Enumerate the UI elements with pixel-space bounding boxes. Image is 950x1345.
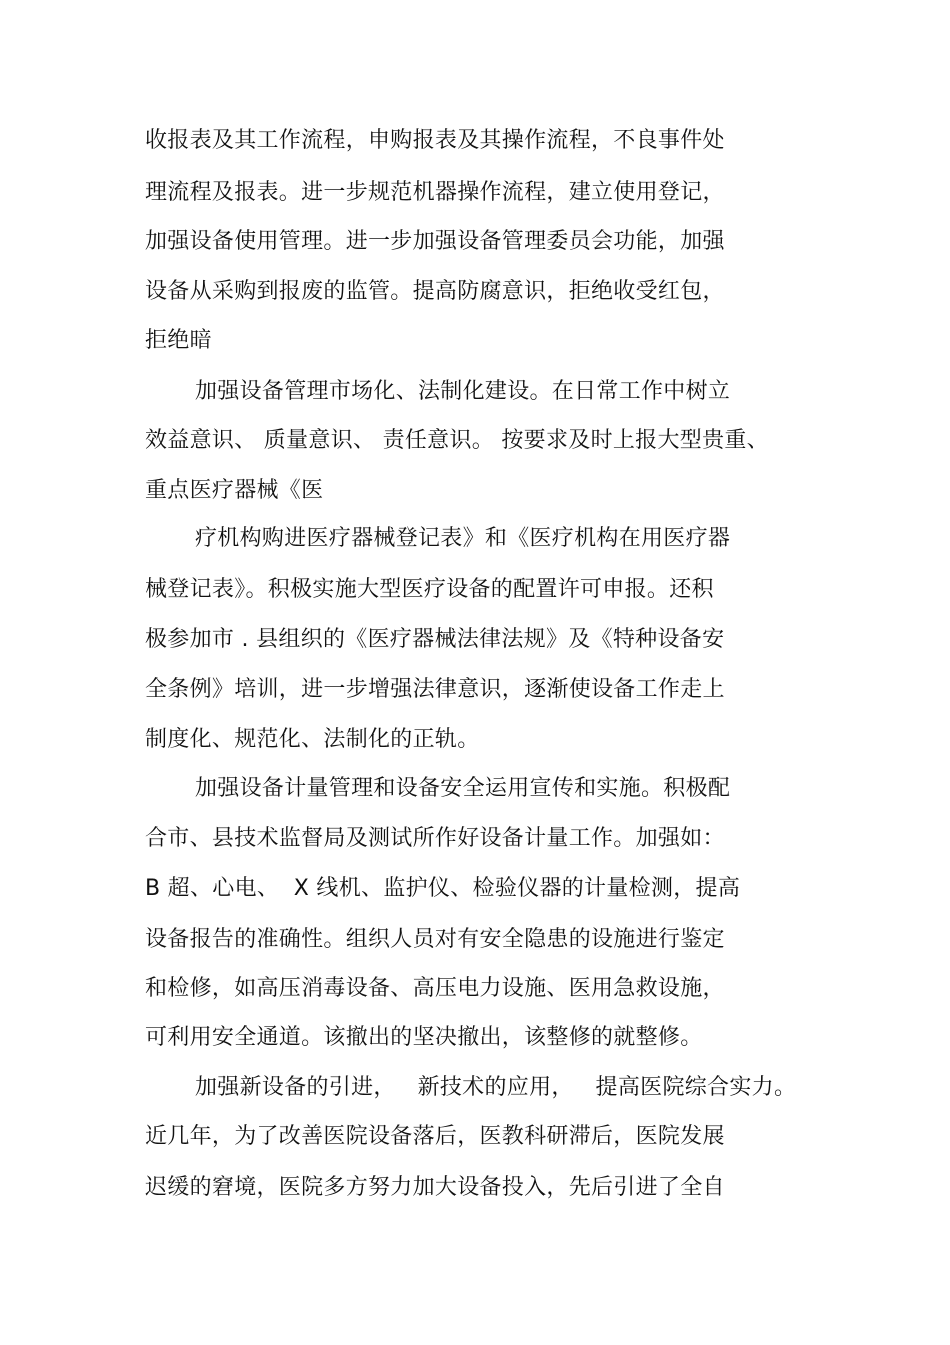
text-line: 加强设备使用管理。进一步加强设备管理委员会功能，加强 xyxy=(145,229,725,254)
text-line: 械登记表》。积极实施大型医疗设备的配置许可申报。还积 xyxy=(145,577,714,602)
text-line: 设备报告的准确性。组织人员对有安全隐患的设施进行鉴定 xyxy=(145,927,725,952)
text-line: 理流程及报表。进一步规范机器操作流程，建立使用登记， xyxy=(145,180,725,205)
text-line: 重点医疗器械《医 xyxy=(145,478,324,503)
text-line: 收报表及其工作流程，申购报表及其操作流程，不良事件处 xyxy=(145,128,725,153)
paragraph-first-line: 加强设备计量管理和设备安全运用宣传和实施。积极配 xyxy=(195,776,731,801)
text-line: 极参加市 . 县组织的《医疗器械法律法规》及《特种设备安 xyxy=(145,627,725,652)
paragraph-first-line: 疗机构购进医疗器械登记表》和《医疗机构在用医疗器 xyxy=(195,526,731,551)
text-line: 全条例》培训，进一步增强法律意识，逐渐使设备工作走上 xyxy=(145,677,725,702)
text-line: 拒绝暗 xyxy=(145,328,212,353)
paragraph-first-line: 加强设备管理市场化、法制化建设。在日常工作中树立 xyxy=(195,379,731,404)
text-line: 设备从采购到报废的监管。提高防腐意识，拒绝收受红包， xyxy=(145,279,725,304)
text-line: 合市、县技术监督局及测试所作好设备计量工作。加强如： xyxy=(145,826,725,851)
text-line: 制度化、规范化、法制化的正轨。 xyxy=(145,727,480,752)
text-line: 可利用安全通道。该撤出的坚决撤出，该整修的就整修。 xyxy=(145,1025,703,1050)
text-line: 和检修，如高压消毒设备、高压电力设施、医用急救设施， xyxy=(145,976,725,1001)
text-line: 迟缓的窘境，医院多方努力加大设备投入，先后引进了全自 xyxy=(145,1175,725,1200)
text-line: 效益意识、 质量意识、 责任意识。 按要求及时上报大型贵重、 xyxy=(145,428,769,453)
text-line: B 超、心电、 X 线机、监护仪、检验仪器的计量检测，提高 xyxy=(145,876,741,901)
text-line: 近几年，为了改善医院设备落后，医教科研滞后，医院发展 xyxy=(145,1124,725,1149)
paragraph-first-line: 加强新设备的引进， 新技术的应用， 提高医院综合实力。 xyxy=(195,1075,797,1100)
